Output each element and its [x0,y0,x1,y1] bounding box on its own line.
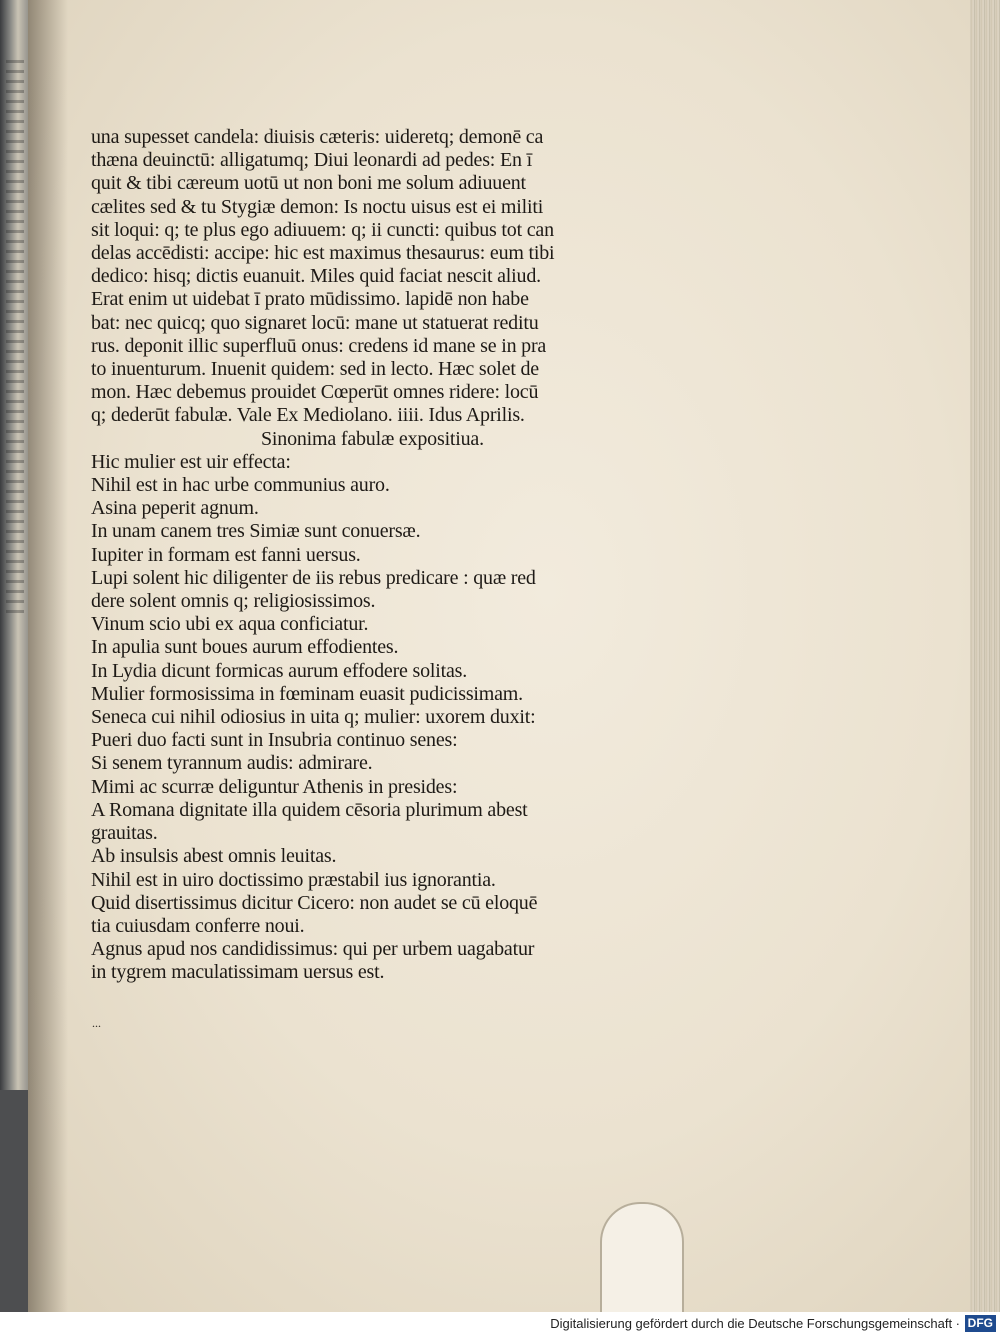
text-line: dere solent omnis q; religiosissimos. [91,590,376,613]
text-line: una supesset candela: diuisis cæteris: uideretq; demonē ca [91,126,544,148]
text-line: cælites sed & tu Stygiæ demon: Is noctu uisus est ei militi [91,195,544,218]
text-line: delas accēdisti: accipe: hic est maximus thesaurus: eum tibi [91,242,555,265]
text-line: mon. Hæc debemus prouidet Cœperūt omnes ridere: locū [91,381,539,404]
text-line: rus. deponit illic superfluū onus: credens id mane se in pra [91,334,547,357]
text-line: Ab insulsis abest omnis leuitas. [91,845,337,868]
text-line: in tygrem maculatissimam uersus est. [91,961,385,984]
right-page-edges [970,0,1000,1312]
text-line: Vinum scio ubi ex aqua conficiatur. [91,613,369,636]
text-line: Quid disertissimus dicitur Cicero: non audet se cū eloquē [91,891,538,914]
text-line: dedico: hisq; dictis euanuit. Miles quid faciat nescit aliud. [91,265,541,288]
text-line: Lupi solent hic diligenter de iis rebus predicare : quæ red [91,566,536,589]
page-text [91,126,671,985]
text-line: q; dederūt fabulæ. Vale Ex Mediolano. iiii. Idus Aprilis. [91,404,525,427]
text-line: sit loqui: q; te plus ego adiuuem: q; ii cuncti: quibus tot can [91,218,554,241]
text-line: Agnus apud nos candidissimus: qui per urbem uagabatur [91,938,535,961]
text-line: to inuenturum. Inuenit quidem: sed in lecto. Hæc solet de [91,358,539,381]
section-heading: Sinonima fabulæ expositiua. [261,427,484,450]
text-line: grauitas. [91,822,158,845]
text-line: Seneca cui nihil odiosius in uita q; mulier: uxorem duxit: [91,706,536,729]
text-line: Si senem tyrannum audis: admirare. [91,752,373,775]
text-line: Pueri duo facti sunt in Insubria continuo senes: [91,729,458,752]
ink-mark: ... [92,1016,101,1030]
text-line: Nihil est in hac urbe communius auro. [91,474,390,497]
text-line: Erat enim ut uidebat ī prato mūdissimo. lapidē non habe [91,288,529,311]
text-line: thæna deuinctū: alligatumq; Diui leonardi ad pedes: En ī [91,149,532,172]
text-line: Hic mulier est uir effecta: [91,450,291,473]
text-line: tia cuiusdam conferre noui. [91,914,305,937]
text-line: Nihil est in uiro doctissimo præstabil ius ignorantia. [91,868,496,891]
footer-bar [0,1312,1000,1336]
funding-credit: Digitalisierung gefördert durch die Deutsche Forschungsgemeinschaft · [550,1316,960,1331]
text-line: A Romana dignitate illa quidem cēsoria plurimum abest [91,798,528,821]
text-line: Iupiter in formam est fanni uersus. [91,543,361,566]
text-line: In Lydia dicunt formicas aurum effodere solitas. [91,659,468,682]
text-line: In apulia sunt boues aurum effodientes. [91,636,399,659]
page-clasp [600,1202,684,1314]
text-line: bat: nec quicq; quo signaret locū: mane ut statuerat reditu [91,311,539,334]
text-line: quit & tibi cæreum uotū ut non boni me solum adiuuent [91,172,526,195]
text-line: Asina peperit agnum. [91,497,259,520]
text-line: In unam canem tres Simiæ sunt conuersæ. [91,520,421,543]
text-line: Mulier formosissima in fœminam euasit pudicissimam. [91,682,523,705]
gutter-shadow [28,0,68,1312]
left-book-edge [0,0,30,1090]
left-page-text-edge [6,60,24,620]
text-line: Mimi ac scurræ deliguntur Athenis in presides: [91,775,458,798]
dfg-logo: DFG [965,1315,996,1332]
